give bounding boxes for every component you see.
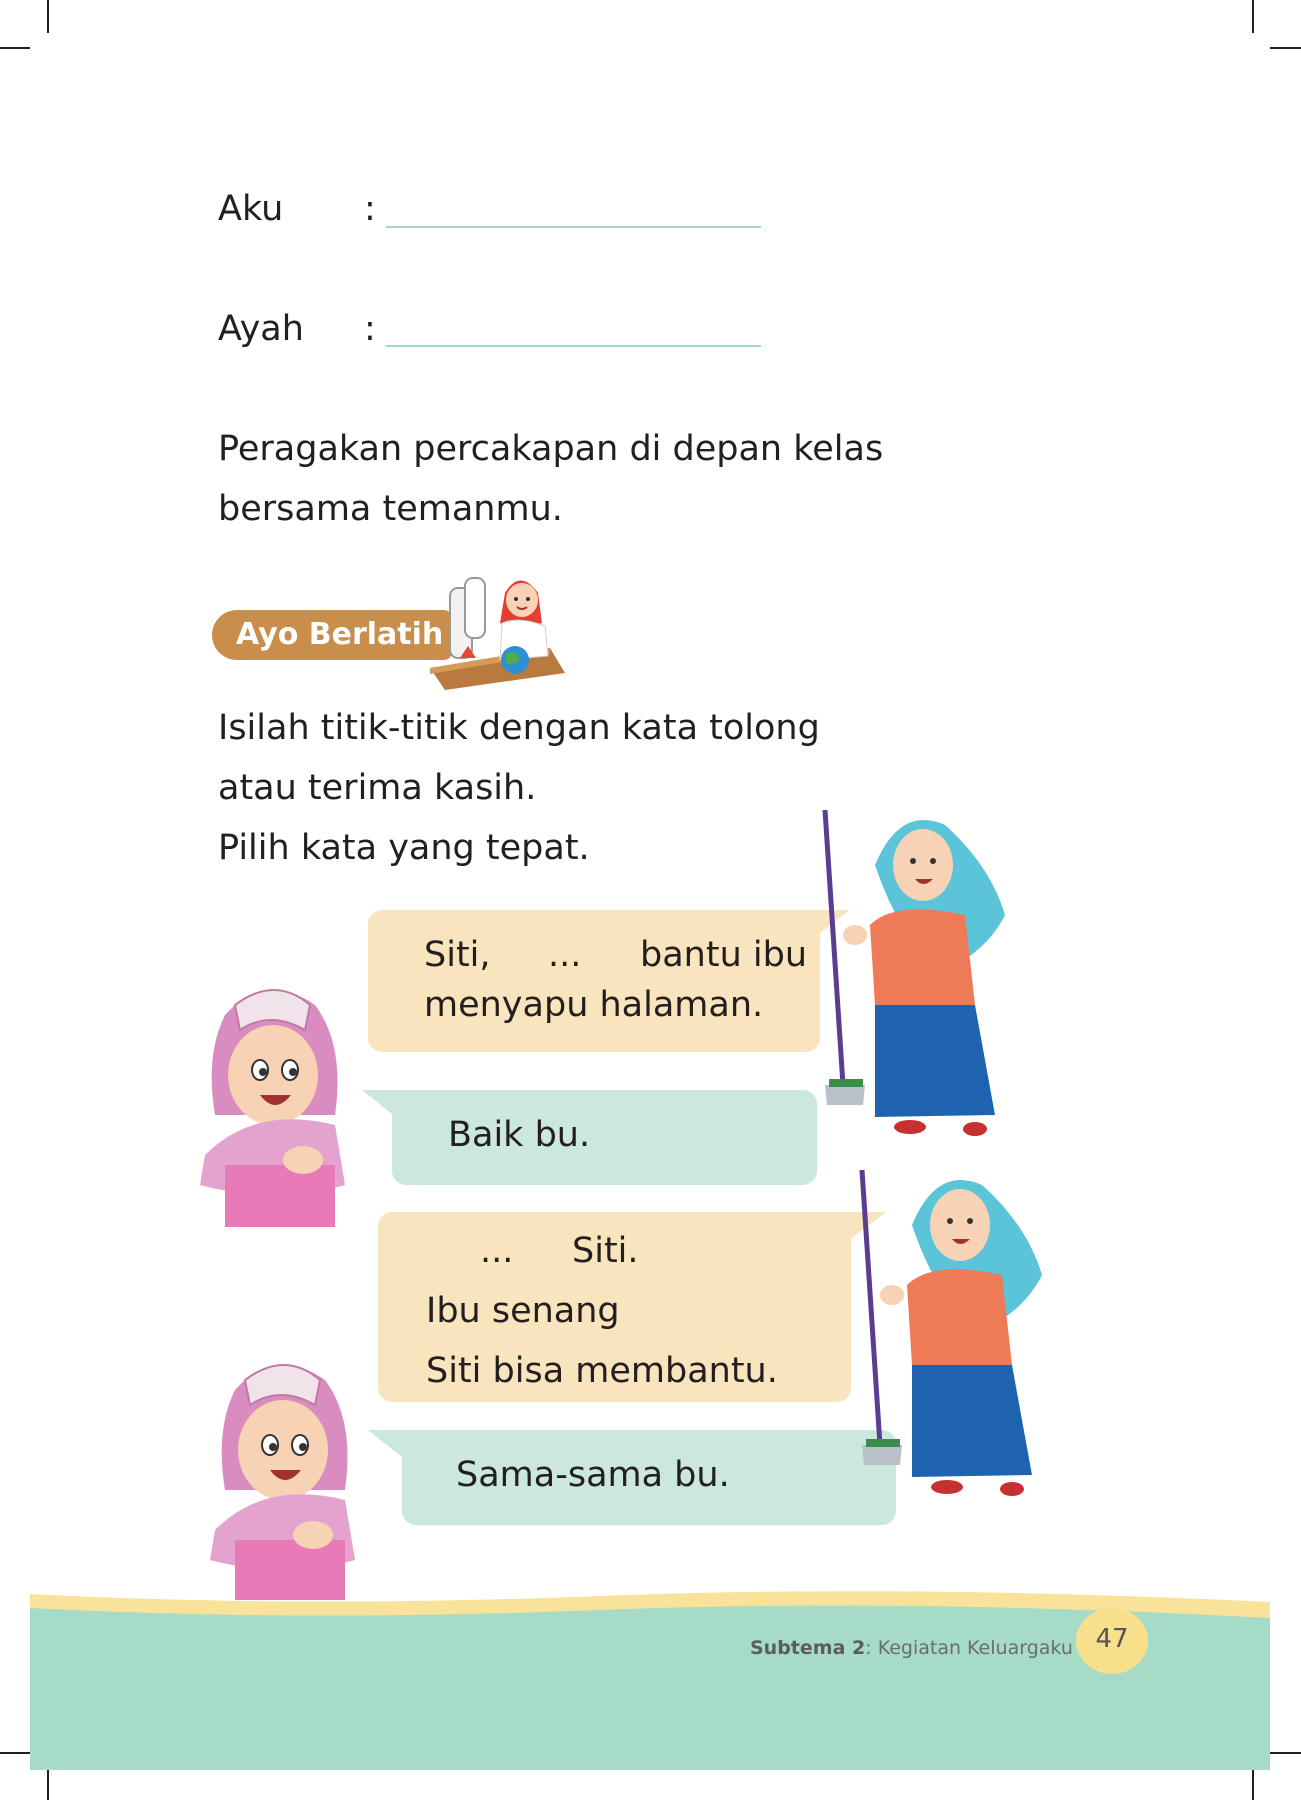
mother-with-broom-illustration [852, 1165, 1052, 1505]
section-badge-label: Ayo Berlatih [236, 617, 444, 652]
bubble4-text: Sama-sama bu. [456, 1455, 730, 1495]
crop-mark [47, 0, 49, 33]
bubble1-word-3: bantu ibu [640, 935, 808, 975]
mother-with-broom-illustration [815, 805, 1015, 1145]
aku-answer-line[interactable] [386, 226, 761, 228]
crop-mark [1252, 1770, 1254, 1800]
exercise-line-2: atau terima kasih. [218, 768, 537, 808]
ayah-colon: : [364, 309, 376, 349]
footer-subtheme-label: Subtema 2 [750, 1637, 866, 1659]
bubble1-word-1: Siti, [424, 935, 491, 975]
bubble3-line-3: Siti bisa membantu. [426, 1351, 778, 1391]
page-number: 47 [1095, 1624, 1129, 1654]
instruction-line-1: Peragakan percakapan di depan kelas [218, 429, 884, 469]
footer-subtheme-sep: : [865, 1637, 872, 1659]
bubble3-word-2: Siti. [572, 1231, 639, 1271]
bubble3-line-2: Ibu senang [426, 1291, 620, 1331]
instruction-line-2: bersama temanmu. [218, 489, 563, 529]
bubble1-blank[interactable]: ... [548, 935, 582, 975]
crop-mark [1252, 0, 1254, 33]
ayah-label: Ayah [218, 309, 304, 349]
aku-colon: : [364, 189, 376, 229]
speech-bubble-mother-1 [368, 910, 820, 1052]
crop-mark [1270, 47, 1301, 49]
aku-label: Aku [218, 189, 284, 229]
crop-mark [0, 47, 30, 49]
bubble1-line-2: menyapu halaman. [424, 985, 764, 1025]
ayah-answer-line[interactable] [386, 345, 761, 347]
bubble3-blank[interactable]: ... [480, 1231, 514, 1271]
footer-subtheme-title: Kegiatan Keluargaku [877, 1637, 1073, 1659]
footer-subtheme [750, 1637, 1073, 1659]
bubble2-text: Baik bu. [448, 1115, 591, 1155]
girl-siti-illustration [195, 975, 355, 1227]
exercise-line-1: Isilah titik-titik dengan kata tolong [218, 708, 820, 748]
crop-mark [47, 1770, 49, 1800]
girl-siti-illustration [205, 1350, 365, 1600]
student-at-desk-illustration [420, 568, 570, 693]
exercise-line-3: Pilih kata yang tepat. [218, 828, 590, 868]
